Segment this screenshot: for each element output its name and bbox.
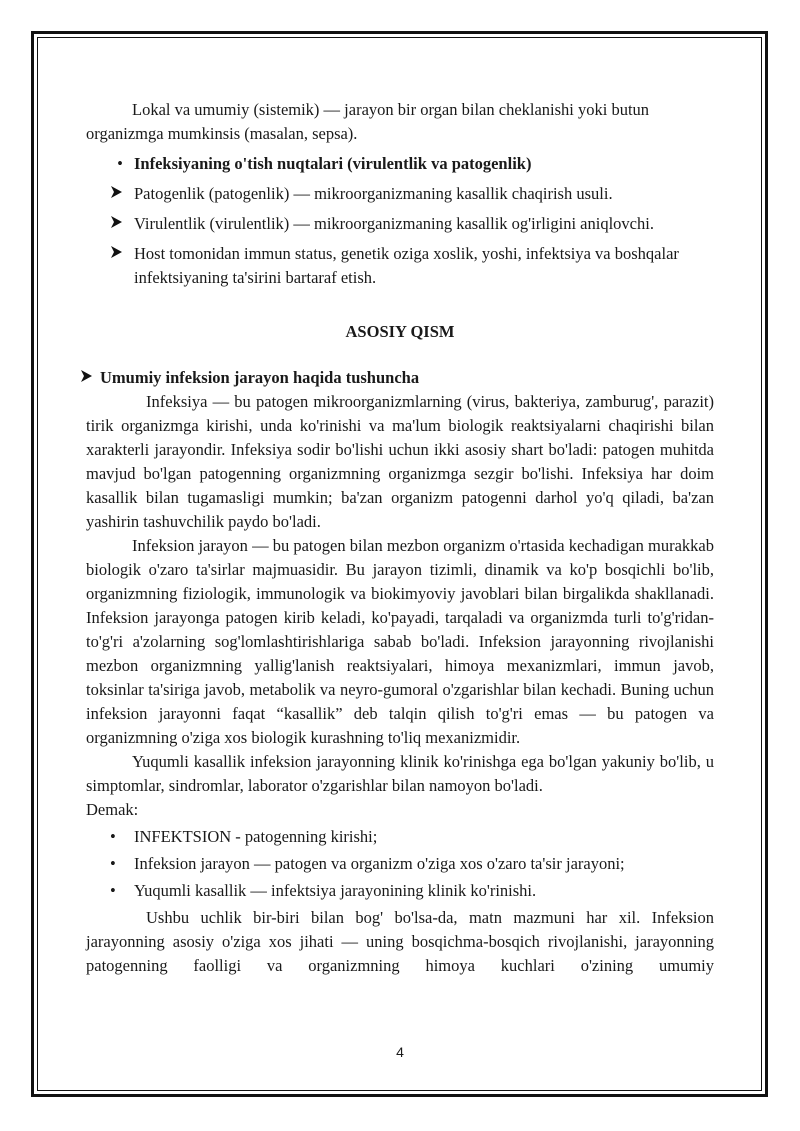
list-item bbox=[86, 825, 714, 849]
summary-list bbox=[86, 825, 714, 903]
bullet-title: Infeksiyaning o'tish nuqtalari (virulentlik va patogenlik) bbox=[134, 154, 532, 173]
list-item bbox=[86, 879, 714, 903]
paragraph: Yuqumli kasallik infeksion jarayonning klinik ko'rinishga ega bo'lgan yakuniy bo'lib, u simptomlar, sindromlar, laborator o'zgarishlar bilan namoyon bo'ladi. bbox=[86, 752, 714, 795]
bullet-dot-icon: • bbox=[117, 154, 123, 173]
arrow-bullet-icon bbox=[80, 366, 93, 390]
list-item-text: Yuqumli kasallik — infektsiya jarayonining klinik ko'rinishi. bbox=[134, 881, 537, 900]
arrow-item-text: Patogenlik (patogenlik) — mikroorganizmaning kasallik chaqirish usuli. bbox=[134, 184, 613, 203]
arrow-bullet-icon bbox=[110, 182, 128, 206]
bullet-dot-icon: • bbox=[110, 827, 116, 846]
page-number: 4 bbox=[396, 1044, 404, 1060]
arrow-bullet-icon bbox=[110, 212, 128, 236]
list-item bbox=[86, 852, 714, 876]
arrow-item-text: Host tomonidan immun status, genetik oziga xoslik, yoshi, infektsiya va boshqalar infektsiyaning ta'sirini bartaraf etish. bbox=[134, 244, 679, 287]
document-body bbox=[86, 98, 714, 978]
arrow-list-item bbox=[86, 212, 714, 236]
paragraph: Ushbu uchlik bir-biri bilan bog' bo'lsa-da, matn mazmuni har xil. Infeksion jarayonning asosiy o'ziga xos jihati — uning bosqichma-bosqich rivojlanishi, jarayonning patogenning faolligi va organizmning himoya kuchlari o'zining umumiy bbox=[86, 908, 714, 975]
paragraph: Infeksion jarayon — bu patogen bilan mezbon organizm o'rtasida kechadigan murakkab biologik o'zaro ta'sirlar majmuasidir. Bu jarayon tizimli, dinamik va ko'p bosqichli bo'lib, organizmning fiziologik, immunologik va biokimyoviy javoblari bilan birgalikda shakllanadi. Infeksion jarayonga patogen kirib keladi, ko'payadi, tarqaladi va organizmda turli to'g'ridan-to'g'ri a'zolarning sog'lomlashtirishlariga sabab bo'ladi. Infeksion jarayonning rivojlanishi mezbon organizmning yallig'lanish reaktsiyalari, himoya mexanizmlari, immun javob, toksinlar ta'siriga javob, metabolik va neyro-gumoral o'zgarishlar bilan kechadi. Buning uchun infeksion jarayonni faqat “kasallik” deb talqin qilish to'g'ri emas — bu patogen va organizmning o'ziga xos biologik kurashning to'liq mexanizmidir. bbox=[86, 536, 714, 747]
bullet-dot-icon: • bbox=[110, 854, 116, 873]
bullet-dot-icon: • bbox=[110, 881, 116, 900]
intro-paragraph: Lokal va umumiy (sistemik) — jarayon bir organ bilan cheklanishi yoki butun organizmga mumkinsis (masalan, sepsa). bbox=[86, 100, 650, 143]
main-heading: ASOSIY QISM bbox=[345, 322, 455, 341]
section-heading bbox=[80, 366, 714, 390]
paragraph: Infeksiya — bu patogen mikroorganizmlarning (virus, bakteriya, zamburug', parazit) tirik organizmga kirishi, unda ko'rinishi va ma'lum biologik reaktsiyalarni chaqirishi bilan xarakterli jarayondir. Infeksiya sodir bo'lishi uchun ikki asosiy shart bo'ladi: patogen muhitda mavjud bo'lgan patogenning organizmning organizmga sezgir bo'lishi. Infeksiya har doim kasallik bilan tugamasligi mumkin; ba'zan organizm patogenni darhol yo'q qiladi, ba'zan yashirin tashuvchilik paydo bo'ladi. bbox=[86, 392, 714, 531]
section-heading-text: Umumiy infeksion jarayon haqida tushuncha bbox=[100, 368, 420, 387]
arrow-item-text: Virulentlik (virulentlik) — mikroorganizmaning kasallik og'irligini aniqlovchi. bbox=[134, 214, 654, 233]
list-item-text: INFEKTSION - patogenning kirishi; bbox=[134, 827, 378, 846]
list-item-text: Infeksion jarayon — patogen va organizm o'ziga xos o'zaro ta'sir jarayoni; bbox=[134, 854, 625, 873]
arrow-list-item bbox=[86, 242, 714, 290]
bullet-item bbox=[86, 152, 714, 176]
arrow-list-item bbox=[86, 182, 714, 206]
demak-label: Demak: bbox=[86, 800, 139, 819]
arrow-bullet-icon bbox=[110, 242, 128, 266]
